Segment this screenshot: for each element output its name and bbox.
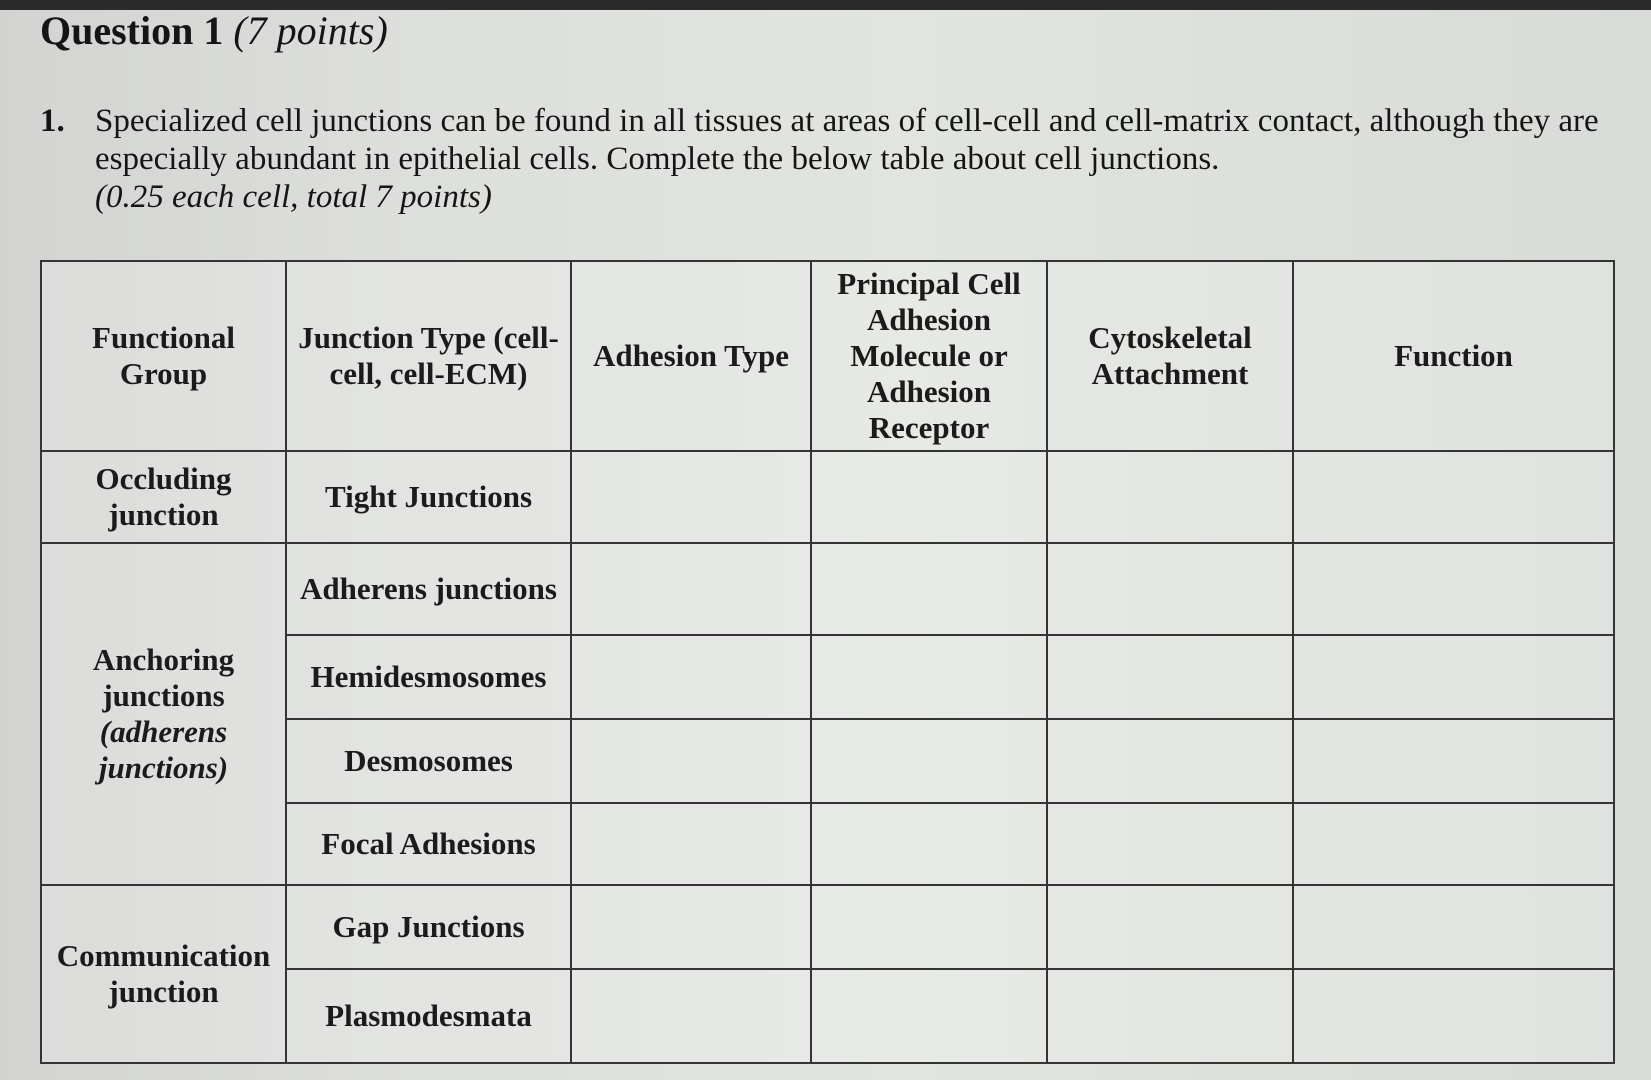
answer-cell[interactable]: [571, 885, 811, 969]
prompt-text: Specialized cell junctions can be found in all tissues at areas of cell-cell and cell-matrix contact, although they are especially abundant in epithelial cells. Complete the below table about cell junctions.: [95, 103, 1599, 177]
prompt-body: [95, 102, 1620, 216]
group-anchoring-sublabel: (adherens junctions): [98, 714, 229, 785]
junction-type-cell: Focal Adhesions: [286, 803, 571, 885]
table-row: [41, 885, 1614, 969]
header-principal-adhesion-molecule: Principal Cell Adhesion Molecule or Adhesion Receptor: [811, 261, 1047, 451]
header-cytoskeletal-attachment: Cytoskeletal Attachment: [1047, 261, 1293, 451]
table-header-row: [41, 261, 1614, 451]
answer-cell[interactable]: [1293, 451, 1614, 543]
table-row: [41, 451, 1614, 543]
prompt-number: 1.: [40, 103, 65, 139]
group-anchoring-label: Anchoring junctions: [92, 642, 235, 713]
group-occluding-junction: Occluding junction: [41, 451, 286, 543]
group-communication-junction: Communication junction: [41, 885, 286, 1063]
answer-cell[interactable]: [1047, 969, 1293, 1063]
header-functional-group: Functional Group: [41, 261, 286, 451]
junction-type-cell: Adherens junctions: [286, 543, 571, 635]
answer-cell[interactable]: [1293, 969, 1614, 1063]
answer-cell[interactable]: [1047, 803, 1293, 885]
answer-cell[interactable]: [1293, 719, 1614, 803]
answer-cell[interactable]: [1293, 803, 1614, 885]
answer-cell[interactable]: [1047, 451, 1293, 543]
question-title: Question 1: [40, 8, 224, 53]
answer-cell[interactable]: [811, 451, 1047, 543]
question-points: (7 points): [233, 8, 388, 53]
answer-cell[interactable]: [811, 635, 1047, 719]
junction-type-cell: Tight Junctions: [286, 451, 571, 543]
answer-cell[interactable]: [571, 719, 811, 803]
answer-cell[interactable]: [811, 543, 1047, 635]
group-anchoring-junctions: [41, 543, 286, 885]
answer-cell[interactable]: [1047, 719, 1293, 803]
question-heading: [40, 6, 388, 56]
header-function: Function: [1293, 261, 1614, 451]
junction-type-cell: Desmosomes: [286, 719, 571, 803]
answer-cell[interactable]: [811, 885, 1047, 969]
cell-junction-table: [40, 260, 1615, 1064]
answer-cell[interactable]: [571, 451, 811, 543]
header-junction-type: Junction Type (cell-cell, cell-ECM): [286, 261, 571, 451]
answer-cell[interactable]: [571, 803, 811, 885]
answer-cell[interactable]: [571, 635, 811, 719]
junction-type-cell: Gap Junctions: [286, 885, 571, 969]
answer-cell[interactable]: [811, 969, 1047, 1063]
cell-junction-table-wrapper: [40, 260, 1613, 1053]
answer-cell[interactable]: [1047, 635, 1293, 719]
junction-type-cell: Hemidesmosomes: [286, 635, 571, 719]
answer-cell[interactable]: [571, 969, 811, 1063]
answer-cell[interactable]: [1047, 543, 1293, 635]
table-row: [41, 543, 1614, 635]
answer-cell[interactable]: [811, 719, 1047, 803]
answer-cell[interactable]: [1293, 543, 1614, 635]
answer-cell[interactable]: [1293, 885, 1614, 969]
junction-type-cell: Plasmodesmata: [286, 969, 571, 1063]
header-adhesion-type: Adhesion Type: [571, 261, 811, 451]
answer-cell[interactable]: [811, 803, 1047, 885]
answer-cell[interactable]: [571, 543, 811, 635]
answer-cell[interactable]: [1293, 635, 1614, 719]
prompt-points: (0.25 each cell, total 7 points): [95, 179, 492, 215]
question-prompt: [40, 102, 1620, 216]
answer-cell[interactable]: [1047, 885, 1293, 969]
